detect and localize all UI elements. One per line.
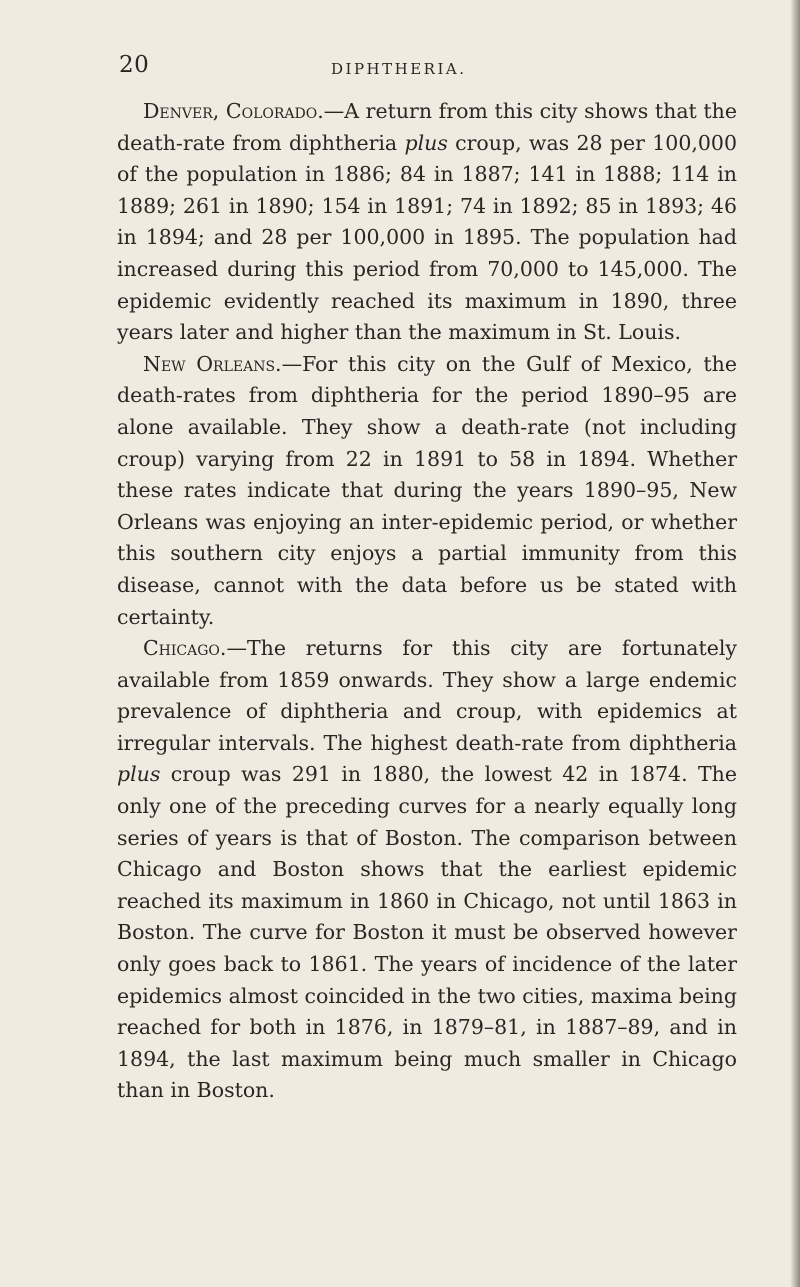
italic-term: plus xyxy=(117,762,161,787)
paragraph-text: —For this city on the Gulf of Mexico, the death-rates from diphtheria for the period 1890–95 are alone available. They show a death-rate (not including croup) varying from 22 in 1891 to 58 in 1894. Whether these rates indicate that during the years 1890–95, New Orleans was enjoying an inter-epidemic period, or whether this southern city enjoys a partial immunity from this disease, cannot with the data before us be stated with certainty. xyxy=(117,351,737,629)
paragraph-text: croup was 291 in 1880, the lowest 42 in 1874. The only one of the preceding curves for a nearly equally long series of years is that of Boston. The comparison between Chicago and Boston shows that the earliest epidemic reached its maximum in 1860 in Chicago, not until 1863 in Boston. The curve for Boston it must be observed however only goes back to 1861. The years of incidence of the later epidemics almost coincided in the two cities, maxima being reached for both in 1876, in 1879–81, in 1887–89, and in 1894, the last maximum being much smaller in Chicago than in Boston. xyxy=(117,762,737,1103)
italic-term: plus xyxy=(404,130,448,155)
paragraph-text: —The returns for this city are fortunately available from 1859 onwards. They show a large endemic prevalence of diphtheria and croup, with epidemics at irregular intervals. The highest death-rate from diphtheria xyxy=(117,636,737,755)
paragraph-text: —A return from this city shows that the death-rate from diphtheria xyxy=(117,99,737,155)
paragraph-chicago xyxy=(117,633,737,1107)
page-number: 20 xyxy=(119,52,150,78)
page-edge-shadow xyxy=(790,0,800,1287)
paragraph-denver xyxy=(117,96,737,349)
running-head: DIPHTHERIA. xyxy=(331,60,467,78)
paragraph-text: croup, was 28 per 100,000 of the population in 1886; 84 in 1887; 141 in 1888; 114 in 1889; 261 in 1890; 154 in 1891; 74 in 1892; 85 in 1893; 46 in 1894; and 28 per 100,000 in 1895. The population had increased during this period from 70,000 to 145,000. The epidemic evidently reached its maximum in 1890, three years later and higher than the maximum in St. Louis. xyxy=(117,130,738,345)
section-heading-denver: Denver, Colorado. xyxy=(143,99,324,123)
paragraph-new-orleans xyxy=(117,349,737,633)
section-heading-chicago: Chicago. xyxy=(143,636,227,661)
body-text xyxy=(117,96,737,1107)
section-heading-new-orleans: New Orleans. xyxy=(143,351,282,376)
